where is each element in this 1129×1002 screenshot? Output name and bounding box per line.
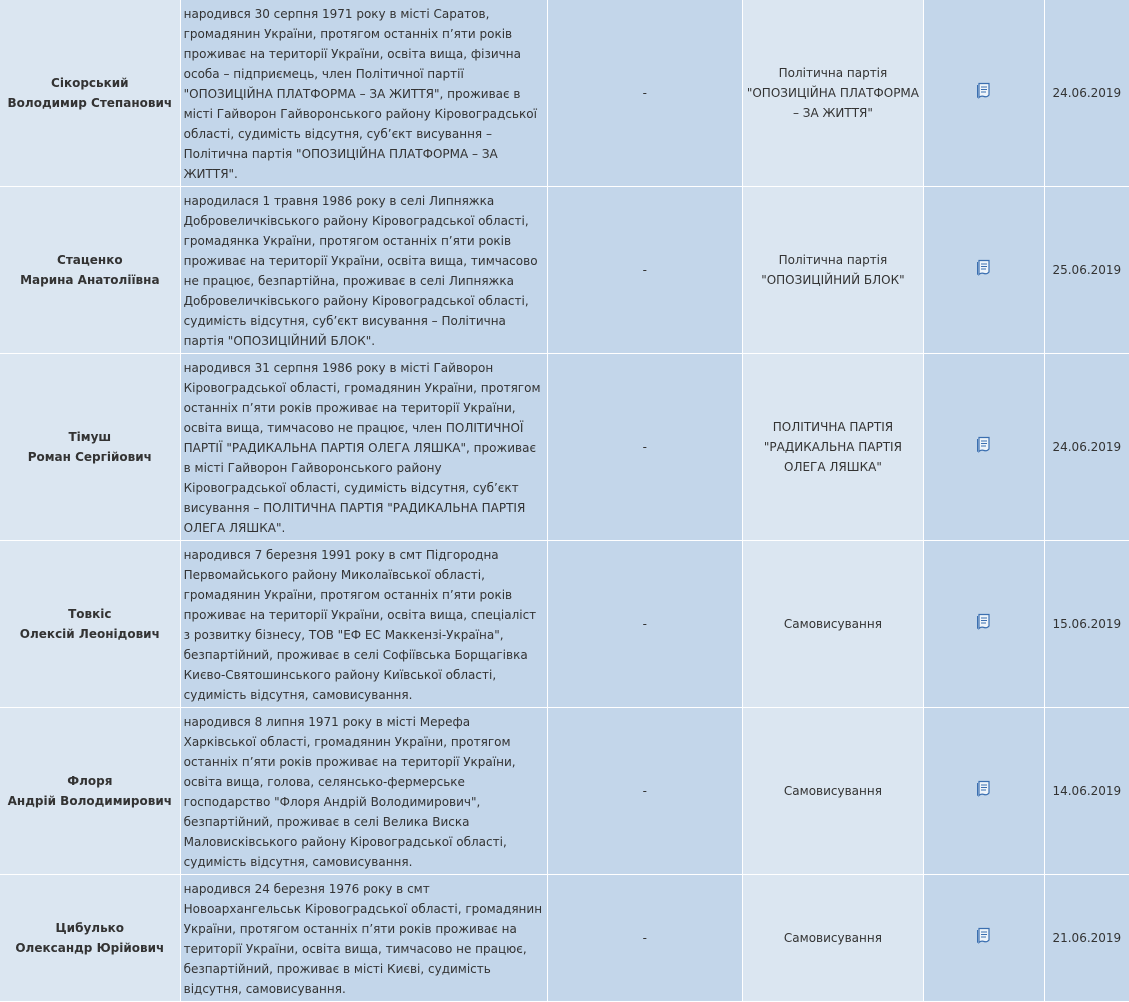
candidate-bio: народилася 1 травня 1986 року в селі Липняжка Добровеличківського району Кіровоградської області, громадянка України, протягом останніх п’яти років проживає на території України, освіта вища, тимчасово не працює, безпартійна, проживає в селі Липняжка Добровеличківського району Кіровоградської області, судимість відсутня, суб’єкт висування – Політична партія "ОПОЗИЦІЙНИЙ БЛОК". — [181, 187, 547, 353]
registration-date: 15.06.2019 — [1045, 541, 1129, 707]
candidate-name-cell — [0, 187, 180, 353]
candidate-given-names: Андрій Володимирович — [7, 794, 172, 808]
registration-date: 24.06.2019 — [1045, 0, 1129, 186]
document-cell — [924, 708, 1043, 874]
document-cell — [924, 187, 1043, 353]
table-row — [0, 541, 1129, 707]
document-cell — [924, 875, 1043, 1001]
empty-value: - — [548, 875, 742, 1001]
document-icon[interactable] — [976, 82, 991, 105]
candidate-surname: Цибулько — [55, 921, 125, 935]
registration-date: 24.06.2019 — [1045, 354, 1129, 540]
candidate-bio: народився 30 серпня 1971 року в місті Саратов, громадянин України, протягом останніх п’яти років проживає на території України, освіта вища, фізична особа – підприємець, член Політичної партії "ОПОЗИЦІЙНА ПЛАТФОРМА – ЗА ЖИТТЯ", проживає в місті Гайворон Гайворонського району Кіровоградської області, судимість відсутня, суб’єкт висування – Політична партія "ОПОЗИЦІЙНА ПЛАТФОРМА – ЗА ЖИТТЯ". — [181, 0, 547, 186]
registration-date: 25.06.2019 — [1045, 187, 1129, 353]
nominating-party: ПОЛІТИЧНА ПАРТІЯ "РАДИКАЛЬНА ПАРТІЯ ОЛЕГА ЛЯШКА" — [743, 354, 924, 540]
nominating-party: Самовисування — [743, 708, 924, 874]
candidate-bio: народився 7 березня 1991 року в смт Підгородна Первомайського району Миколаївської області, громадянин України, протягом останніх п’яти років проживає на території України, освіта вища, спеціаліст з розвитку бізнесу, ТОВ "ЕФ ЕС Маккензі-Україна", безпартійний, проживає в селі Софіївська Борщагівка Києво-Святошинського району Київської області, судимість відсутня, самовисування. — [181, 541, 547, 707]
candidate-name-cell — [0, 541, 180, 707]
empty-value: - — [548, 0, 742, 186]
candidate-given-names: Олексій Леонідович — [19, 627, 160, 641]
candidate-given-names: Олександр Юрійович — [15, 941, 165, 955]
candidate-surname: Тімуш — [68, 430, 112, 444]
registration-date: 14.06.2019 — [1045, 708, 1129, 874]
document-cell — [924, 541, 1043, 707]
candidate-bio: народився 31 серпня 1986 року в місті Гайворон Кіровоградської області, громадянин України, протягом останніх п’яти років проживає на території України, освіта вища, тимчасово не працює, член ПОЛІТИЧНОЇ ПАРТІЇ "РАДИКАЛЬНА ПАРТІЯ ОЛЕГА ЛЯШКА", проживає в місті Гайворон Гайворонського району Кіровоградської області, судимість відсутня, суб’єкт висування – ПОЛІТИЧНА ПАРТІЯ "РАДИКАЛЬНА ПАРТІЯ ОЛЕГА ЛЯШКА". — [181, 354, 547, 540]
table-row — [0, 354, 1129, 540]
table-row — [0, 187, 1129, 353]
candidate-given-names: Роман Сергійович — [27, 450, 152, 464]
document-icon[interactable] — [976, 613, 991, 636]
empty-value: - — [548, 354, 742, 540]
empty-value: - — [548, 187, 742, 353]
candidate-name-cell — [0, 354, 180, 540]
candidate-surname: Товкіс — [68, 607, 112, 621]
nominating-party: Самовисування — [743, 875, 924, 1001]
empty-value: - — [548, 541, 742, 707]
document-cell — [924, 354, 1043, 540]
document-cell — [924, 0, 1043, 186]
candidate-bio: народився 8 липня 1971 року в місті Мерефа Харківської області, громадянин України, протягом останніх п’яти років проживає на території України, освіта вища, голова, селянсько-фермерське господарство "Флоря Андрій Володимирович", безпартійний, проживає в селі Велика Виска Маловисківського району Кіровоградської області, судимість відсутня, самовисування. — [181, 708, 547, 874]
candidate-bio: народився 24 березня 1976 року в смт Новоархангельськ Кіровоградської області, громадянин України, протягом останніх п’яти років проживає на території України, освіта вища, тимчасово не працює, безпартійний, проживає в місті Києві, судимість відсутня, самовисування. — [181, 875, 547, 1001]
document-icon[interactable] — [976, 436, 991, 459]
nominating-party: Політична партія "ОПОЗИЦІЙНА ПЛАТФОРМА – ЗА ЖИТТЯ" — [743, 0, 924, 186]
table-row — [0, 875, 1129, 1001]
candidate-name-cell — [0, 708, 180, 874]
candidate-surname: Стаценко — [57, 253, 123, 267]
candidate-surname: Сікорський — [51, 76, 129, 90]
candidate-name-cell — [0, 875, 180, 1001]
empty-value: - — [548, 708, 742, 874]
candidate-surname: Флоря — [67, 774, 113, 788]
document-icon[interactable] — [976, 259, 991, 282]
table-row — [0, 0, 1129, 186]
table-row — [0, 708, 1129, 874]
nominating-party: Політична партія "ОПОЗИЦІЙНИЙ БЛОК" — [743, 187, 924, 353]
candidate-given-names: Володимир Степанович — [7, 96, 173, 110]
candidate-name-cell — [0, 0, 180, 186]
document-icon[interactable] — [976, 927, 991, 950]
candidate-given-names: Марина Анатоліївна — [20, 273, 160, 287]
nominating-party: Самовисування — [743, 541, 924, 707]
document-icon[interactable] — [976, 780, 991, 803]
registration-date: 21.06.2019 — [1045, 875, 1129, 1001]
